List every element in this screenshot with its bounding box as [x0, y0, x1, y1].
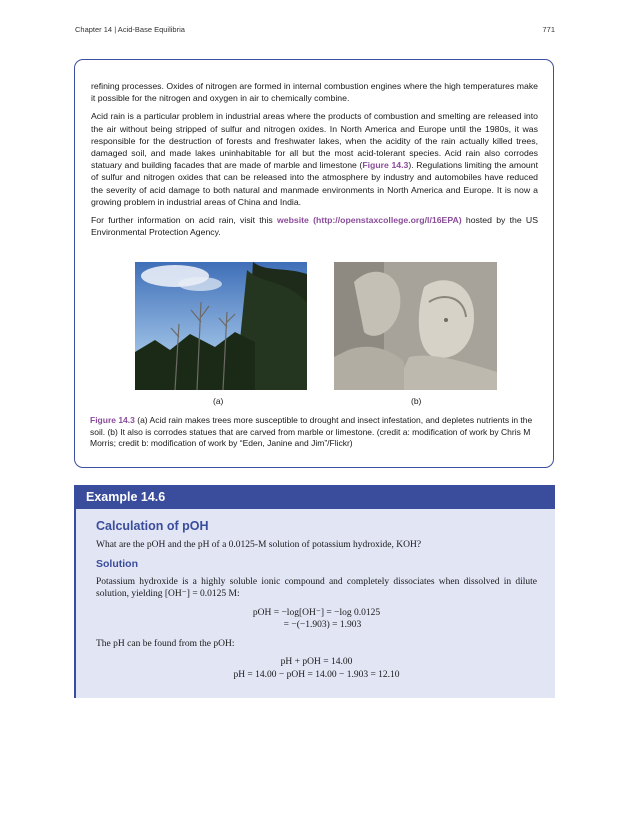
- equation-ph-line-1: pH + pOH = 14.00: [280, 657, 353, 667]
- example-header: Example 14.6: [74, 485, 555, 509]
- paragraph-1: refining processes. Oxides of nitrogen are formed in internal combustion engines where the high temperatures make it possible for the nitrogen and oxygen in air to chemically combine.: [91, 81, 538, 104]
- ph-text: The pH can be found from the pOH:: [96, 638, 235, 649]
- figure-14-3-link[interactable]: Figure 14.3: [362, 160, 409, 171]
- solution-text: Potassium hydroxide is a highly soluble ionic compound and completely dissociates when dissolved in dilute solution, yielding [OH⁻] = 0.0125 M:: [96, 576, 537, 599]
- paragraph-2: Acid rain is a particular problem in industrial areas where the products of combustion and smelting are released into the air without being stripped of sulfur and nitrogen oxides. In North America and Europe until the 1980s, it was responsible for the destruction of forests and freshwater lakes, when the acidity of the rain actually killed trees, damaged soil, and made lakes uninhabitable for all but the most acid-tolerant species. Acid rain also corrodes statuary and building facades that are made of marble and limestone (Figure 14.3). Regulations limiting the amount of sulfur and nitrogen oxides that can be released into the atmosphere by industry and automobiles have reduced the severity of acid damage to both natural and manmade environments in North America and Europe. It is now a growing problem in industrial areas of China and India.: [91, 111, 538, 207]
- acid-rain-trees-photo: [135, 262, 307, 390]
- figure-14-3: [135, 262, 497, 412]
- equation-poh-line-1: pOH = −log[OH⁻] = −log 0.0125: [252, 607, 381, 618]
- equation-poh: [96, 607, 537, 632]
- acid-rain-feature-box: [74, 59, 554, 468]
- solution-heading: Solution: [96, 557, 138, 570]
- equation-ph-line-2: pH = 14.00 − pOH = 14.00 − 1.903 = 12.10: [233, 669, 400, 680]
- subfigure-label-a: (a): [213, 396, 224, 406]
- chapter-title: Chapter 14 | Acid-Base Equilibria: [75, 25, 185, 34]
- paragraph-3: For further information on acid rain, visit this website (http://openstaxcollege.org/l/16EPA) hosted by the US Environmental Protection Agency.: [91, 215, 539, 238]
- figure-label: Figure 14.3: [90, 415, 135, 425]
- corroded-statue-photo: [334, 262, 497, 390]
- example-question: What are the pOH and the pH of a 0.0125-M solution of potassium hydroxide, KOH?: [96, 540, 422, 550]
- equation-ph: [96, 656, 537, 681]
- epa-website-link[interactable]: website (http://openstaxcollege.org/l/16EPA): [277, 215, 462, 226]
- example-body: [74, 509, 555, 698]
- equation-poh-line-2: = −(−1.903) = 1.903: [271, 620, 362, 630]
- subfigure-label-b: (b): [411, 396, 422, 406]
- page-number: 771: [542, 25, 555, 34]
- example-title: Calculation of pOH: [96, 519, 209, 533]
- figure-caption: Figure 14.3 (a) Acid rain makes trees more susceptible to drought and insect infestation, and depletes nutrients in the soil. (b) It also is corrodes statues that are carved from marble or limestone. (credit a: modification of work by Chris M Morris; credit b: modification of work by “Eden, Janine and Jim”/Flickr): [90, 415, 533, 448]
